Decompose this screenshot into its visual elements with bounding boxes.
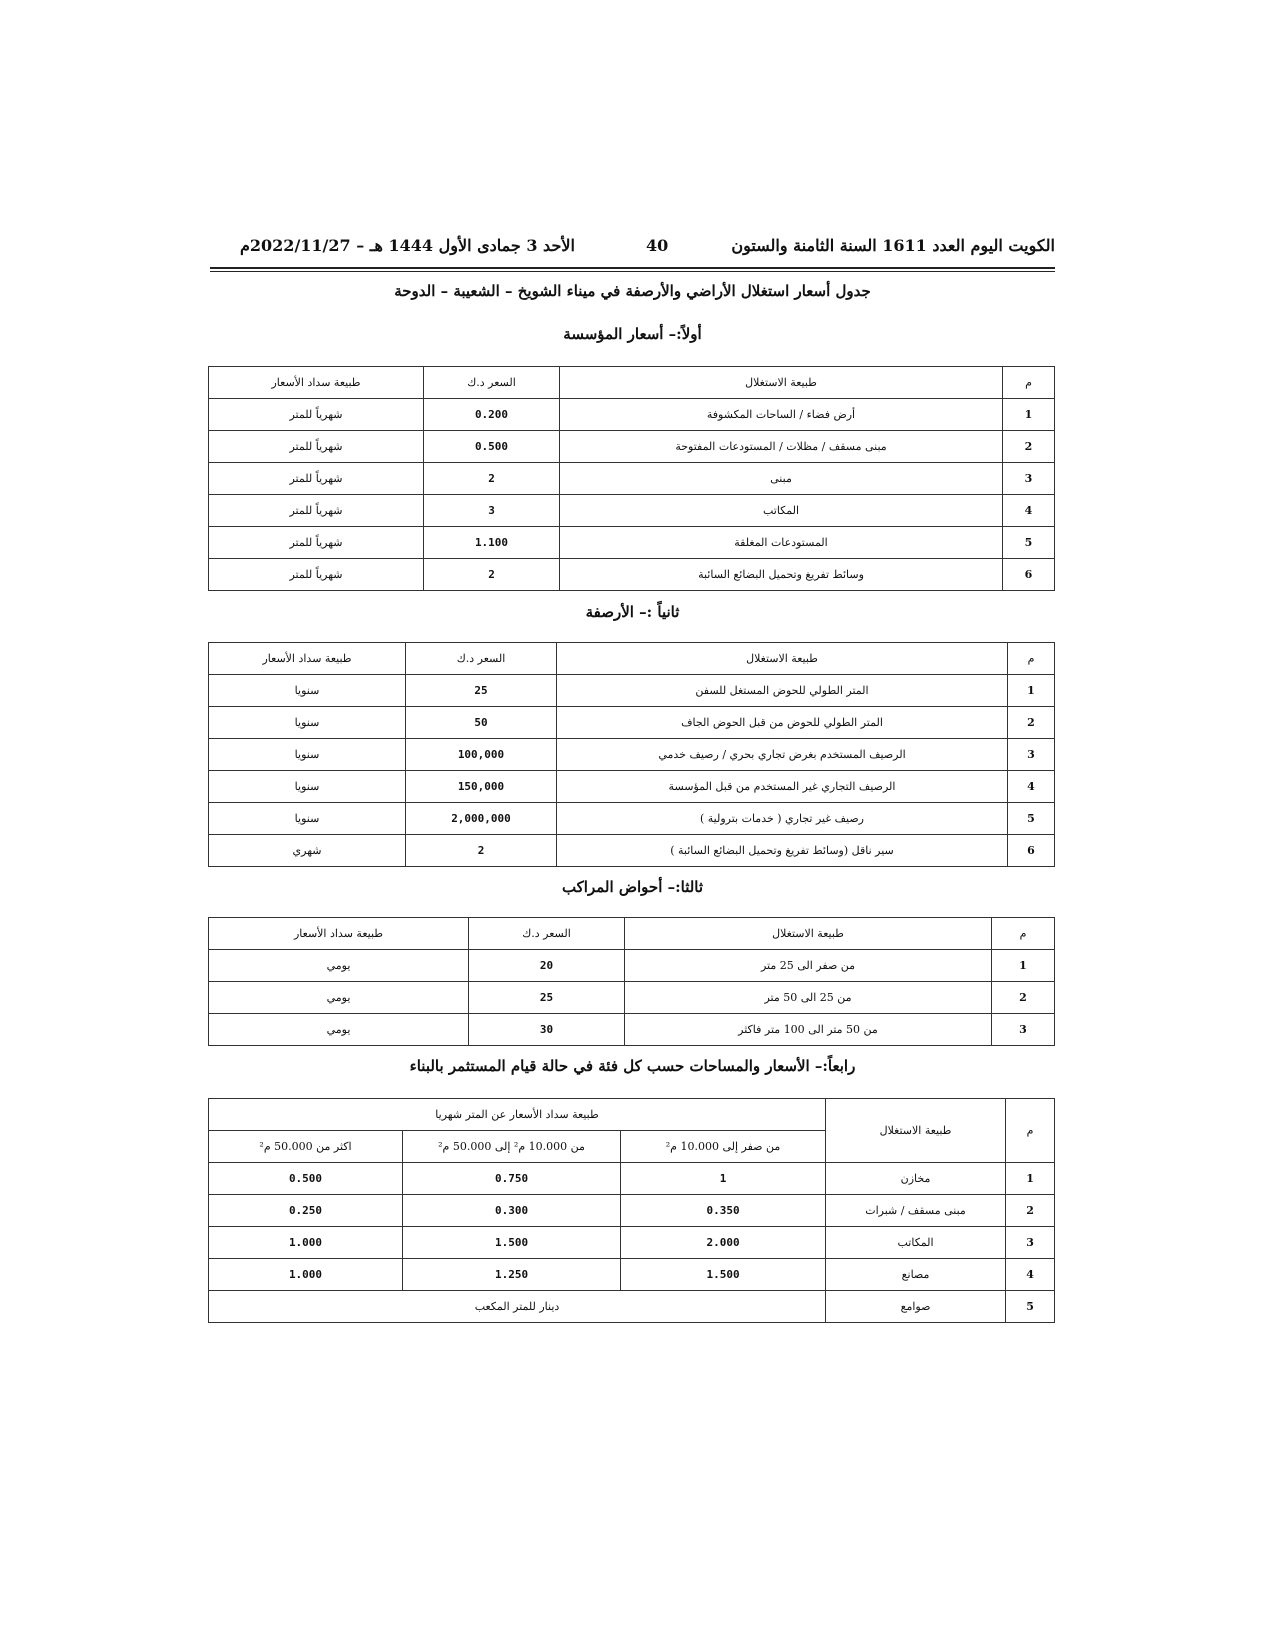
table-row bbox=[209, 527, 1055, 559]
row-range-1: 1.500 bbox=[621, 1259, 826, 1291]
row-price: 2 bbox=[424, 463, 560, 495]
row-num: 3 bbox=[1003, 463, 1055, 495]
header-num: م bbox=[1006, 1099, 1055, 1163]
header-range-1: من صفر إلى 10.000 م² bbox=[621, 1131, 826, 1163]
page-number: 40 bbox=[646, 236, 669, 255]
header-use: طبيعة الاستغلال bbox=[826, 1099, 1006, 1163]
row-price: 30 bbox=[469, 1014, 625, 1046]
row-price: 25 bbox=[406, 675, 557, 707]
row-payment: سنويا bbox=[209, 675, 406, 707]
table-row bbox=[209, 803, 1055, 835]
header-num: م bbox=[992, 918, 1055, 950]
section1-title: أولاً:– أسعار المؤسسة bbox=[563, 325, 702, 343]
row-payment: شهرياً للمتر bbox=[209, 559, 424, 591]
row-merged-note: دينار للمتر المكعب bbox=[209, 1291, 826, 1323]
header-date: الأحد 3 جمادى الأول 1444 هـ – 2022/11/27م bbox=[240, 236, 575, 255]
table-header-row bbox=[209, 918, 1055, 950]
row-use: مبنى مسقف / شبرات bbox=[826, 1195, 1006, 1227]
header-use: طبيعة الاستغلال bbox=[560, 367, 1003, 399]
row-price: 25 bbox=[469, 982, 625, 1014]
row-payment: سنويا bbox=[209, 803, 406, 835]
header-divider-thin bbox=[210, 271, 1055, 272]
row-num: 4 bbox=[1003, 495, 1055, 527]
row-payment: سنويا bbox=[209, 707, 406, 739]
row-payment: شهري bbox=[209, 835, 406, 867]
row-range-1: 0.350 bbox=[621, 1195, 826, 1227]
header-price: السعر د.ك bbox=[469, 918, 625, 950]
header-divider bbox=[210, 267, 1055, 269]
row-num: 2 bbox=[992, 982, 1055, 1014]
header-payment-group: طبيعة سداد الأسعار عن المتر شهريا bbox=[209, 1099, 826, 1131]
section1-table bbox=[208, 366, 1055, 591]
document-title: جدول أسعار استغلال الأراضي والأرصفة في ميناء الشويخ – الشعيبة – الدوحة bbox=[394, 282, 871, 300]
row-num: 2 bbox=[1008, 707, 1055, 739]
table-row bbox=[209, 495, 1055, 527]
row-price: 0.200 bbox=[424, 399, 560, 431]
row-payment: شهرياً للمتر bbox=[209, 527, 424, 559]
row-price: 1.100 bbox=[424, 527, 560, 559]
row-range-1: 2.000 bbox=[621, 1227, 826, 1259]
row-num: 5 bbox=[1003, 527, 1055, 559]
section4-title: رابعاً:– الأسعار والمساحات حسب كل فئة في حالة قيام المستثمر بالبناء bbox=[409, 1057, 856, 1075]
row-num: 1 bbox=[1008, 675, 1055, 707]
row-use: مخازن bbox=[826, 1163, 1006, 1195]
row-range-1: 1 bbox=[621, 1163, 826, 1195]
row-payment: يومي bbox=[209, 950, 469, 982]
header-num: م bbox=[1003, 367, 1055, 399]
row-price: 150,000 bbox=[406, 771, 557, 803]
row-use: رصيف غير تجاري ( خدمات بترولية ) bbox=[557, 803, 1008, 835]
row-payment: سنويا bbox=[209, 771, 406, 803]
table-row bbox=[209, 431, 1055, 463]
row-use: الرصيف التجاري غير المستخدم من قبل المؤسسة bbox=[557, 771, 1008, 803]
table-row bbox=[209, 1227, 1055, 1259]
row-num: 4 bbox=[1008, 771, 1055, 803]
row-payment: شهرياً للمتر bbox=[209, 495, 424, 527]
table-row bbox=[209, 463, 1055, 495]
row-payment: سنويا bbox=[209, 739, 406, 771]
row-payment: يومي bbox=[209, 982, 469, 1014]
row-price: 2 bbox=[406, 835, 557, 867]
table-row bbox=[209, 399, 1055, 431]
row-price: 0.500 bbox=[424, 431, 560, 463]
table-row bbox=[209, 739, 1055, 771]
row-num: 2 bbox=[1003, 431, 1055, 463]
row-num: 3 bbox=[1006, 1227, 1055, 1259]
section4-table bbox=[208, 1098, 1055, 1323]
row-use: من صفر الى 25 متر bbox=[625, 950, 992, 982]
row-use: المكاتب bbox=[826, 1227, 1006, 1259]
section2-table bbox=[208, 642, 1055, 867]
header-issue-info: الكويت اليوم العدد 1611 السنة الثامنة والستون bbox=[731, 236, 1055, 255]
page-header bbox=[210, 236, 1055, 264]
row-range-3: 0.500 bbox=[209, 1163, 403, 1195]
row-payment: شهرياً للمتر bbox=[209, 431, 424, 463]
table-header-row bbox=[209, 643, 1055, 675]
row-use: المستودعات المغلقة bbox=[560, 527, 1003, 559]
row-num: 6 bbox=[1008, 835, 1055, 867]
row-range-3: 0.250 bbox=[209, 1195, 403, 1227]
row-range-3: 1.000 bbox=[209, 1259, 403, 1291]
row-use: مبنى مسقف / مظلات / المستودعات المفتوحة bbox=[560, 431, 1003, 463]
header-payment: طبيعة سداد الأسعار bbox=[209, 643, 406, 675]
row-num: 5 bbox=[1008, 803, 1055, 835]
row-use: سير ناقل (وسائط تفريغ وتحميل البضائع السائبة ) bbox=[557, 835, 1008, 867]
table-row bbox=[209, 982, 1055, 1014]
table-row bbox=[209, 1291, 1055, 1323]
section3-title: ثالثا:– أحواض المراكب bbox=[561, 878, 704, 896]
row-num: 1 bbox=[1006, 1163, 1055, 1195]
row-payment: شهرياً للمتر bbox=[209, 399, 424, 431]
row-num: 2 bbox=[1006, 1195, 1055, 1227]
table-row bbox=[209, 675, 1055, 707]
section2-title: ثانياً :– الأرصفة bbox=[585, 603, 680, 621]
row-use: المتر الطولي للحوض من قبل الحوض الجاف bbox=[557, 707, 1008, 739]
header-price: السعر د.ك bbox=[424, 367, 560, 399]
table-row bbox=[209, 1163, 1055, 1195]
table-row bbox=[209, 707, 1055, 739]
header-num: م bbox=[1008, 643, 1055, 675]
row-use: المكاتب bbox=[560, 495, 1003, 527]
row-range-3: 1.000 bbox=[209, 1227, 403, 1259]
table-row bbox=[209, 1195, 1055, 1227]
header-range-3: اكثر من 50.000 م² bbox=[209, 1131, 403, 1163]
row-num: 3 bbox=[1008, 739, 1055, 771]
row-price: 100,000 bbox=[406, 739, 557, 771]
row-use: صوامع bbox=[826, 1291, 1006, 1323]
header-payment: طبيعة سداد الأسعار bbox=[209, 367, 424, 399]
row-range-2: 1.500 bbox=[403, 1227, 621, 1259]
row-use: المتر الطولي للحوض المستغل للسفن bbox=[557, 675, 1008, 707]
row-num: 3 bbox=[992, 1014, 1055, 1046]
row-use: من 25 الى 50 متر bbox=[625, 982, 992, 1014]
row-use: مبنى bbox=[560, 463, 1003, 495]
row-range-2: 0.750 bbox=[403, 1163, 621, 1195]
row-num: 1 bbox=[1003, 399, 1055, 431]
row-price: 2 bbox=[424, 559, 560, 591]
row-num: 1 bbox=[992, 950, 1055, 982]
table-row bbox=[209, 1014, 1055, 1046]
row-payment: شهرياً للمتر bbox=[209, 463, 424, 495]
table-row bbox=[209, 559, 1055, 591]
header-range-2: من 10.000 م² إلى 50.000 م² bbox=[403, 1131, 621, 1163]
row-range-2: 1.250 bbox=[403, 1259, 621, 1291]
table-row bbox=[209, 835, 1055, 867]
row-num: 6 bbox=[1003, 559, 1055, 591]
table-row bbox=[209, 950, 1055, 982]
row-price: 20 bbox=[469, 950, 625, 982]
row-range-2: 0.300 bbox=[403, 1195, 621, 1227]
table-header-row bbox=[209, 367, 1055, 399]
row-payment: يومي bbox=[209, 1014, 469, 1046]
header-price: السعر د.ك bbox=[406, 643, 557, 675]
row-price: 2,000,000 bbox=[406, 803, 557, 835]
row-num: 5 bbox=[1006, 1291, 1055, 1323]
row-price: 50 bbox=[406, 707, 557, 739]
table-header-row bbox=[209, 1099, 1055, 1131]
header-use: طبيعة الاستغلال bbox=[625, 918, 992, 950]
row-use: من 50 متر الى 100 متر فاكثر bbox=[625, 1014, 992, 1046]
header-use: طبيعة الاستغلال bbox=[557, 643, 1008, 675]
row-num: 4 bbox=[1006, 1259, 1055, 1291]
table-row bbox=[209, 1259, 1055, 1291]
row-use: وسائط تفريغ وتحميل البضائع السائبة bbox=[560, 559, 1003, 591]
header-payment: طبيعة سداد الأسعار bbox=[209, 918, 469, 950]
row-use: مصانع bbox=[826, 1259, 1006, 1291]
row-use: الرصيف المستخدم بغرض تجاري بحري / رصيف خدمي bbox=[557, 739, 1008, 771]
row-use: أرض فضاء / الساحات المكشوفة bbox=[560, 399, 1003, 431]
section3-table bbox=[208, 917, 1055, 1046]
row-price: 3 bbox=[424, 495, 560, 527]
table-row bbox=[209, 771, 1055, 803]
